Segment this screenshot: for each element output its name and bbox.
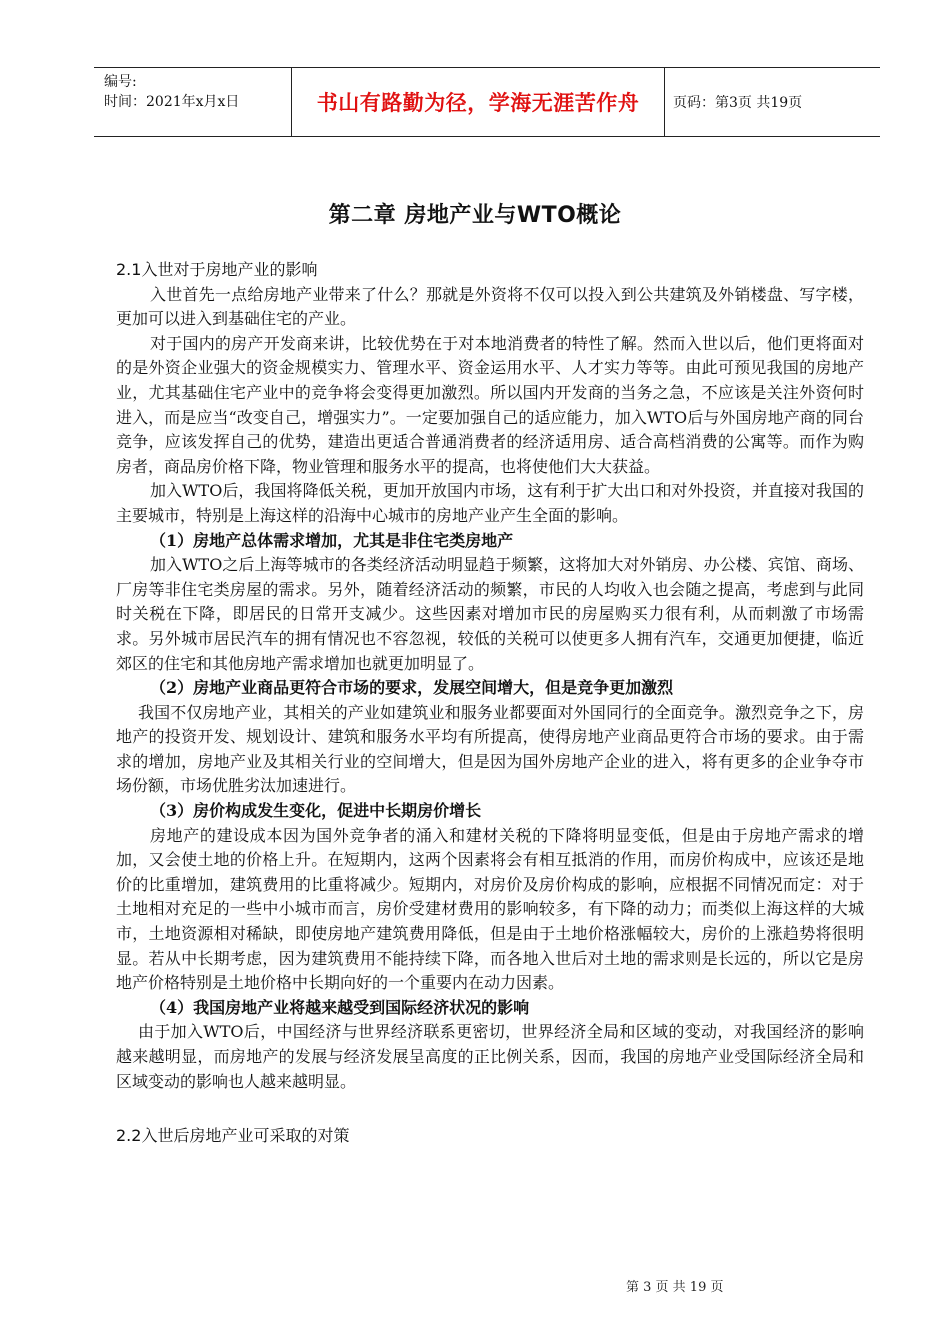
number-label: 编号: bbox=[104, 74, 137, 90]
header-meta bbox=[94, 68, 291, 136]
section-heading-2-2: 2.2入世后房地产业可采取的对策 bbox=[116, 1126, 350, 1146]
page-label: 页码：第3页 共19页 bbox=[673, 95, 803, 111]
paragraph: 由于加入WTO后，中国经济与世界经济联系更密切，世界经济全局和区域的变动，对我国经济的影响越来越明显，而房地产的发展与经济发展呈高度的正比例关系，因而，我国的房地产业受国际经济全局和区域变动的影响也人越来越明显。 bbox=[116, 1022, 864, 1091]
paragraph: 房地产的建设成本因为国外竞争者的涌入和建材关税的下降将明显变低，但是由于房地产需求的增加，又会使土地的价格上升。在短期内，这两个因素将会有相互抵消的作用，而房价构成中，应该还是地价的比重增加，建筑费用的比重将减少。短期内，对房价及房价构成的影响，应根据不同情况而定：对于土地相对充足的一些中小城市而言，房价受建材费用的影响较多，有下降的动力；而类似上海这样的大城市，土地资源相对稀缺，即使房地产建筑费用降低，但是由于土地价格涨幅较大，房价的上涨趋势将很明显。若从中长期考虑，因为建筑费用不能持续下降，而各地入世后对土地的需求则是长远的，所以它是房地产价格特别是土地价格中长期向好的一个重要内在动力因素。 bbox=[116, 825, 864, 993]
page-header bbox=[94, 67, 880, 137]
paragraph: 加入WTO之后上海等城市的各类经济活动明显趋于频繁，这将加大对外销房、办公楼、宾馆、商场、厂房等非住宅类房屋的需求。另外，随着经济活动的频繁，市民的人均收入也会随之提高，考虑到与此同时关税在下降，即居民的日常开支减少。这些因素对增加市民的房屋购买力很有利，从而刺激了市场需求。另外城市居民汽车的拥有情况也不容忽视，较低的关税可以使更多人拥有汽车，交通更加便捷，临近郊区的住宅和其他房地产需求增加也就更加明显了。 bbox=[116, 555, 864, 673]
time-label: 时间：2021年x月x日 bbox=[104, 94, 240, 110]
paragraph: 加入WTO后，我国将降低关税，更加开放国内市场，这有利于扩大出口和对外投资，并直接对我国的主要城市，特别是上海这样的沿海中心城市的房地产业产生全面的影响。 bbox=[116, 481, 864, 525]
motto-text: 书山有路勤为径，学海无涯苦作舟 bbox=[316, 91, 640, 115]
subheading: （4）我国房地产业将越来越受到国际经济状况的影响 bbox=[150, 997, 530, 1017]
paragraph: 入世首先一点给房地产业带来了什么？那就是外资将不仅可以投入到公共建筑及外销楼盘、写字楼，更加可以进入到基础住宅的产业。 bbox=[116, 284, 864, 329]
page-footer: 第 3 页 共 19 页 bbox=[626, 1280, 724, 1295]
header-motto bbox=[291, 68, 665, 136]
paragraph: 对于国内的房产开发商来讲，比较优势在于对本地消费者的特性了解。然而入世以后，他们更将面对的是外资企业强大的资金规模实力、管理水平、资金运用水平、人才实力等等。由此可预见我国的房地产业，尤其基础住宅产业中的竞争将会变得更加激烈。所以国内开发商的当务之急，不应该是关注外资何时进入，而是应当“改变自己，增强实力”。一定要加强自己的适应能力，加入WTO后与外国房地产商的同台竞争，应该发挥自己的优势，建造出更适合普通消费者的经济适用房、适合高档消费的公寓等。而作为购房者，商品房价格下降，物业管理和服务水平的提高，也将使他们大大获益。 bbox=[116, 333, 864, 476]
chapter-title: 第二章 房地产业与WTO概论 bbox=[328, 203, 622, 228]
subheading: （2）房地产业商品更符合市场的要求，发展空间增大，但是竞争更加激烈 bbox=[150, 678, 674, 698]
subheading: （1）房地产总体需求增加，尤其是非住宅类房地产 bbox=[150, 530, 514, 550]
subheading: （3）房价构成发生变化，促进中长期房价增长 bbox=[150, 801, 482, 821]
section-heading-2-1: 2.1入世对于房地产业的影响 bbox=[116, 260, 318, 279]
paragraph: 我国不仅房地产业，其相关的产业如建筑业和服务业都要面对外国同行的全面竞争。激烈竞争之下，房地产的投资开发、规划设计、建筑和服务水平均有所提高，使得房地产业商品更符合市场的要求。由于需求的增加，房地产业及其相关行业的空间增大，但是因为国外房地产企业的进入，将有更多的企业争夺市场份额，市场优胜劣汰加速进行。 bbox=[116, 702, 864, 796]
document-body bbox=[116, 258, 864, 1149]
header-page bbox=[665, 68, 880, 136]
